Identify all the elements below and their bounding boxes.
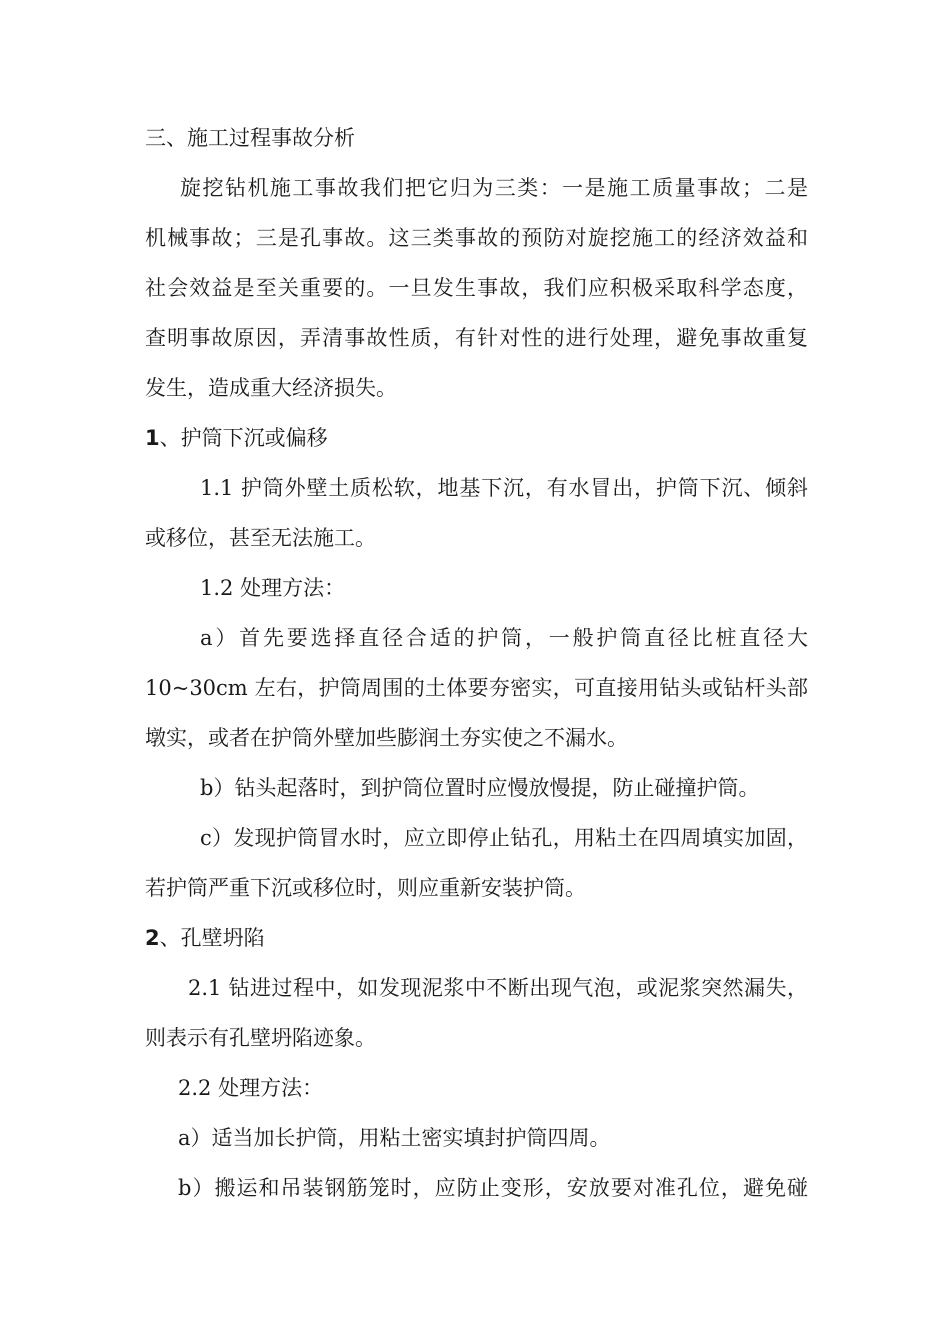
para-1-c-line-2: 若护筒严重下沉或移位时，则应重新安装护筒。 xyxy=(145,876,586,900)
heading-1-number: 1 xyxy=(145,426,160,450)
heading-2 xyxy=(145,924,810,952)
heading-1 xyxy=(145,424,810,452)
para-1-b: b）钻头起落时，到护筒位置时应慢放慢提，防止碰撞护筒。 xyxy=(200,776,760,800)
para-2-1-line-2: 则表示有孔壁坍陷迹象。 xyxy=(145,1026,376,1050)
para-1-c-line-1: c）发现护筒冒水时，应立即停止钻孔，用粘土在四周填实加固， xyxy=(200,826,808,850)
para-1-a-line-1: a）首先要选择直径合适的护筒，一般护筒直径比桩直径大 xyxy=(200,626,808,650)
para-1-a-line-2: 10~30cm 左右，护筒周围的土体要夯密实，可直接用钻头或钻杆头部 xyxy=(145,676,808,700)
section-title: 三、施工过程事故分析 xyxy=(145,126,355,150)
intro-line-1: 旋挖钻机施工事故我们把它归为三类：一是施工质量事故；二是 xyxy=(180,176,808,200)
para-2-b: b）搬运和吊装钢筋笼时，应防止变形，安放要对准孔位，避免碰 xyxy=(178,1176,808,1200)
para-1-1-line-2: 或移位，甚至无法施工。 xyxy=(145,526,376,550)
para-1-1-line-1: 1.1 护筒外壁土质松软，地基下沉，有水冒出，护筒下沉、倾斜 xyxy=(200,476,808,500)
intro-line-5: 发生，造成重大经济损失。 xyxy=(145,376,397,400)
heading-2-number: 2 xyxy=(145,926,160,950)
para-2-1-line-1: 2.1 钻进过程中，如发现泥浆中不断出现气泡，或泥浆突然漏失， xyxy=(188,976,808,1000)
para-2-a: a）适当加长护筒，用粘土密实填封护筒四周。 xyxy=(178,1126,611,1150)
para-1-2: 1.2 处理方法： xyxy=(200,576,346,600)
heading-2-text: 、孔壁坍陷 xyxy=(159,926,265,950)
intro-line-3: 社会效益是至关重要的。一旦发生事故，我们应积极采取科学态度， xyxy=(145,276,808,300)
para-2-2: 2.2 处理方法： xyxy=(178,1076,324,1100)
heading-1-text: 、护筒下沉或偏移 xyxy=(159,426,328,450)
intro-line-2: 机械事故；三是孔事故。这三类事故的预防对旋挖施工的经济效益和 xyxy=(145,226,808,250)
intro-line-4: 查明事故原因，弄清事故性质，有针对性的进行处理，避免事故重复 xyxy=(145,326,808,350)
para-1-a-line-3: 墩实，或者在护筒外壁加些膨润土夯实使之不漏水。 xyxy=(145,726,628,750)
